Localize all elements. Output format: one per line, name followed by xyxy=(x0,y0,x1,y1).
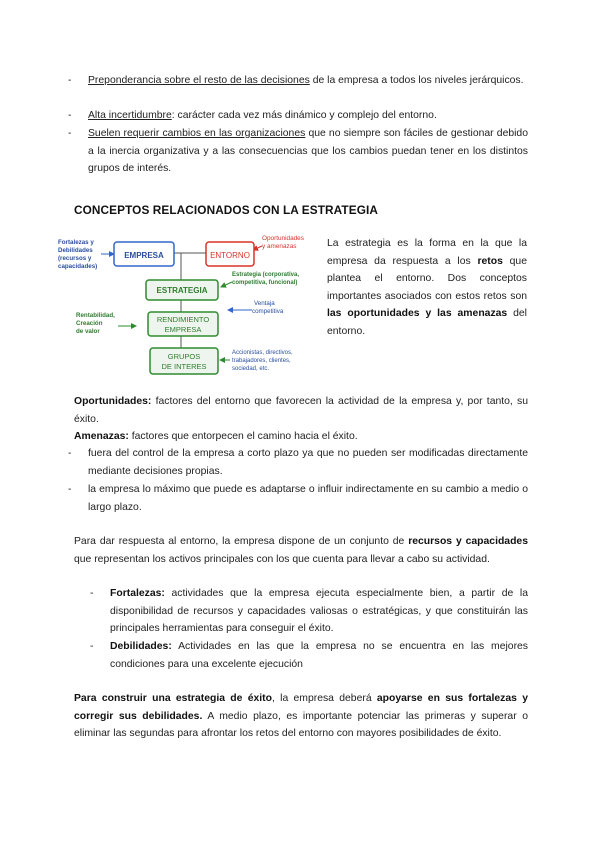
entorno-label: ENTORNO xyxy=(210,251,250,260)
grupos-lista-note xyxy=(232,350,294,372)
strategy-diagram xyxy=(56,232,318,382)
grupos-lista-line: trabajadores, clientes, xyxy=(232,358,291,364)
fortalezas-line: Debilidades xyxy=(58,247,93,254)
estrategia-tipos-note xyxy=(232,272,301,286)
fortalezas-line: capacidades) xyxy=(58,263,98,270)
ventaja-line: competitiva xyxy=(252,308,284,315)
fortalezas-note xyxy=(58,239,97,270)
list-item: - Fortalezas: actividades que la empresa ejecuta especialmente bien, a partir de la disponibilidad de recursos y capacidades valiosas o estratégicas, y que constituirán las principales herramientas para conseguir el éxito. xyxy=(110,585,528,638)
list-item: - Debilidades: Actividades en las que la empresa no se encuentra en las mejores condiciones para una excelente ejecución xyxy=(110,638,528,673)
oportunidades-line: y amenazas xyxy=(262,243,297,250)
list-item: - la empresa lo máximo que puede es adaptarse o influir indirectamente en su cambio a medio o largo plazo. xyxy=(88,481,528,516)
grupos-lista-line: sociedad, etc. xyxy=(232,366,270,372)
estrategia-tipos-line: competitiva, funcional) xyxy=(232,280,298,286)
rentabilidad-line: Rentabilidad, xyxy=(76,312,115,319)
bullet-dash: - xyxy=(68,75,72,86)
bullet-dash: - xyxy=(68,128,72,139)
ventaja-line: Ventaja xyxy=(254,300,275,307)
rendimiento-label: RENDIMIENTO xyxy=(156,315,210,324)
fortalezas-line: Fortalezas y xyxy=(58,239,94,246)
recursos-paragraph: Para dar respuesta al entorno, la empresa dispone de un conjunto de recursos y capacidades que representan los activos principales con los que cuenta para llevar a cabo su actividad. xyxy=(74,536,528,565)
oportunidades-note xyxy=(262,235,306,250)
arrow xyxy=(221,282,232,287)
bullet-dash: - xyxy=(68,110,72,121)
grupos-label-2: DE INTERES xyxy=(161,362,207,371)
bullet-dash: - xyxy=(68,448,72,459)
fortalezas-line: (recursos y xyxy=(58,255,92,262)
section-title: CONCEPTOS RELACIONADOS CON LA ESTRATEGIA xyxy=(74,203,378,217)
oportunidades-line: Oportunidades xyxy=(262,235,304,242)
rendimiento-label-2: EMPRESA xyxy=(164,325,202,334)
estrategia-label: ESTRATEGIA xyxy=(156,286,208,295)
rentabilidad-line: de valor xyxy=(76,328,100,335)
grupos-lista-line: Accionistas, directivos, xyxy=(232,350,293,356)
list-item: - fuera del control de la empresa a corto plazo ya que no pueden ser modificadas directamente mediante decisiones propias. xyxy=(88,445,528,480)
oportunidades-paragraph: Oportunidades: factores del entorno que favorecen la actividad de la empresa y, por tanto, su éxito. xyxy=(74,396,528,425)
estrategia-tipos-line: Estrategia (corporativa, xyxy=(232,272,300,278)
list-item: - Preponderancia sobre el resto de las decisiones de la empresa a todos los niveles jerárquicos. xyxy=(88,72,528,90)
ventaja-note xyxy=(252,300,284,315)
bullet-dash: - xyxy=(90,641,94,652)
amenazas-paragraph: Amenazas: factores que entorpecen el camino hacia el éxito. xyxy=(74,431,358,442)
grupos-label: GRUPOS xyxy=(167,352,201,361)
list-item: - Suelen requerir cambios en las organizaciones que no siempre son fáciles de gestionar debido a la inercia organizativa y a las consecuencias que los cambios puedan tener en los distintos grupos de interés. xyxy=(88,125,528,178)
rentabilidad-line: Creación xyxy=(76,320,103,327)
list-item: - Alta incertidumbre: carácter cada vez más dinámico y complejo del entorno. xyxy=(88,107,528,125)
final-paragraph: Para construir una estrategia de éxito, la empresa deberá apoyarse en sus fortalezas y corregir sus debilidades. A medio plazo, es importante potenciar las primeras y superar o eliminar las segundas para afrontar los retos del entorno con mayores posibilidades de éxito. xyxy=(74,693,529,740)
rentabilidad-note xyxy=(76,312,117,335)
empresa-label: EMPRESA xyxy=(124,251,164,260)
side-paragraph: La estrategia es la forma en la que la empresa da respuesta a los retos que plantea el entorno. Dos conceptos importantes asociados con estos retos son las oportunidades y las amenazas del entorno. xyxy=(327,238,527,337)
bullet-dash: - xyxy=(68,484,72,495)
bullet-dash: - xyxy=(90,588,94,599)
